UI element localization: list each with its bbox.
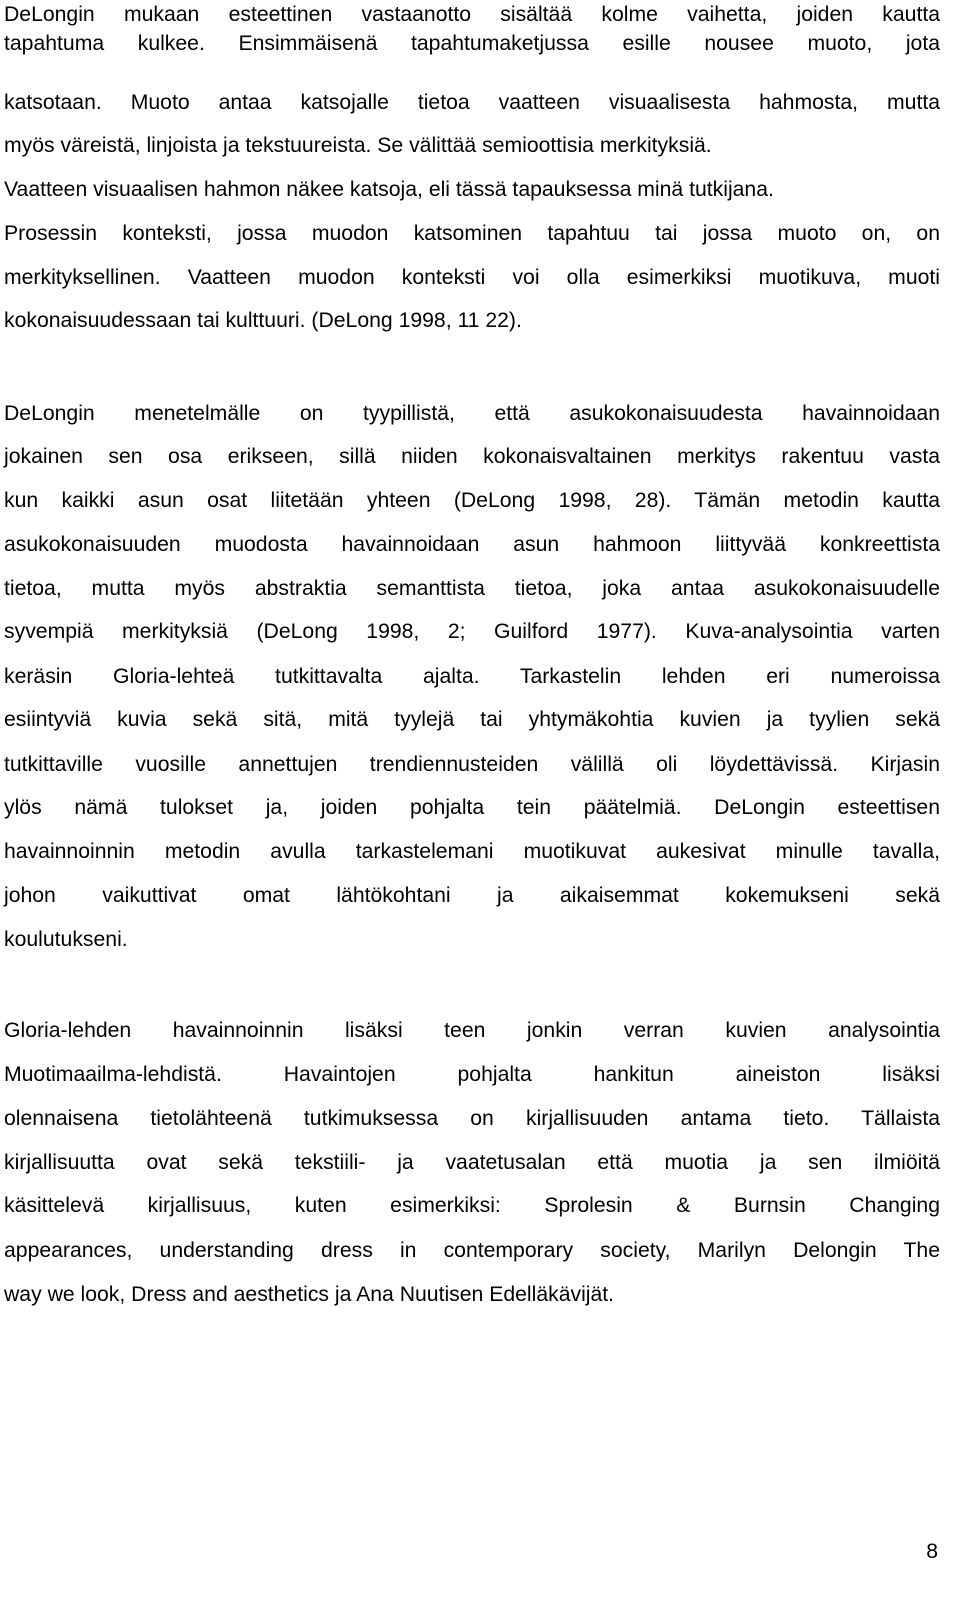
text-line: kun kaikki asun osat liitetään yhteen (DeLong 1998, 28). Tämän metodin kautta	[4, 489, 940, 512]
text-line: koulutukseni.	[4, 928, 128, 951]
text-line: asukokonaisuuden muodosta havainnoidaan asun hahmoon liittyvää konkreettista	[4, 533, 940, 556]
text-line: kokonaisuudessaan tai kulttuuri. (DeLong 1998, 11 22).	[4, 309, 522, 332]
text-line: DeLongin mukaan esteettinen vastaanotto sisältää kolme vaihetta, joiden kautta	[4, 3, 940, 26]
text-line: appearances, understanding dress in contemporary society, Marilyn Delongin The	[4, 1239, 940, 1262]
text-line: havainnoinnin metodin avulla tarkastelemani muotikuvat aukesivat minulle tavalla,	[4, 840, 940, 863]
text-line: myös väreistä, linjoista ja tekstuureista. Se välittää semioottisia merkityksiä.	[4, 134, 712, 157]
text-line: keräsin Gloria-lehteä tutkittavalta ajalta. Tarkastelin lehden eri numeroissa	[4, 665, 940, 688]
text-line: käsittelevä kirjallisuus, kuten esimerkiksi: Sprolesin & Burnsin Changing	[4, 1194, 940, 1217]
text-line: johon vaikuttivat omat lähtökohtani ja aikaisemmat kokemukseni sekä	[4, 884, 940, 907]
text-line: esiintyviä kuvia sekä sitä, mitä tyylejä tai yhtymäkohtia kuvien ja tyylien sekä	[4, 708, 940, 731]
text-line: jokainen sen osa erikseen, sillä niiden kokonaisvaltainen merkitys rakentuu vasta	[4, 445, 940, 468]
text-line: olennaisena tietolähteenä tutkimuksessa on kirjallisuuden antama tieto. Tällaista	[4, 1107, 940, 1130]
text-line: kirjallisuutta ovat sekä tekstiili- ja vaatetusalan että muotia ja sen ilmiöitä	[4, 1151, 940, 1174]
page-number: 8	[926, 1540, 938, 1563]
text-line: katsotaan. Muoto antaa katsojalle tietoa vaatteen visuaalisesta hahmosta, mutta	[4, 91, 940, 114]
text-line: DeLongin menetelmälle on tyypillistä, että asukokonaisuudesta havainnoidaan	[4, 402, 940, 425]
text-line: tietoa, mutta myös abstraktia semanttista tietoa, joka antaa asukokonaisuudelle	[4, 577, 940, 600]
text-line: Prosessin konteksti, jossa muodon katsominen tapahtuu tai jossa muoto on, on	[4, 222, 940, 245]
text-line: tapahtuma kulkee. Ensimmäisenä tapahtumaketjussa esille nousee muoto, jota	[4, 32, 940, 55]
text-line: way we look, Dress and aesthetics ja Ana Nuutisen Edelläkävijät.	[4, 1283, 615, 1306]
text-line: tutkittaville vuosille annettujen trendiennusteiden välillä oli löydettävissä. Kirjasin	[4, 753, 940, 776]
text-line: Muotimaailma-lehdistä. Havaintojen pohjalta hankitun aineiston lisäksi	[4, 1063, 940, 1086]
text-line: syvempiä merkityksiä (DeLong 1998, 2; Guilford 1977). Kuva-analysointia varten	[4, 620, 940, 643]
text-line: Vaatteen visuaalisen hahmon näkee katsoja, eli tässä tapauksessa minä tutkijana.	[4, 178, 774, 201]
text-line: merkityksellinen. Vaatteen muodon konteksti voi olla esimerkiksi muotikuva, muoti	[4, 266, 940, 289]
text-line: ylös nämä tulokset ja, joiden pohjalta tein päätelmiä. DeLongin esteettisen	[4, 796, 940, 819]
text-line: Gloria-lehden havainnoinnin lisäksi teen jonkin verran kuvien analysointia	[4, 1019, 940, 1042]
